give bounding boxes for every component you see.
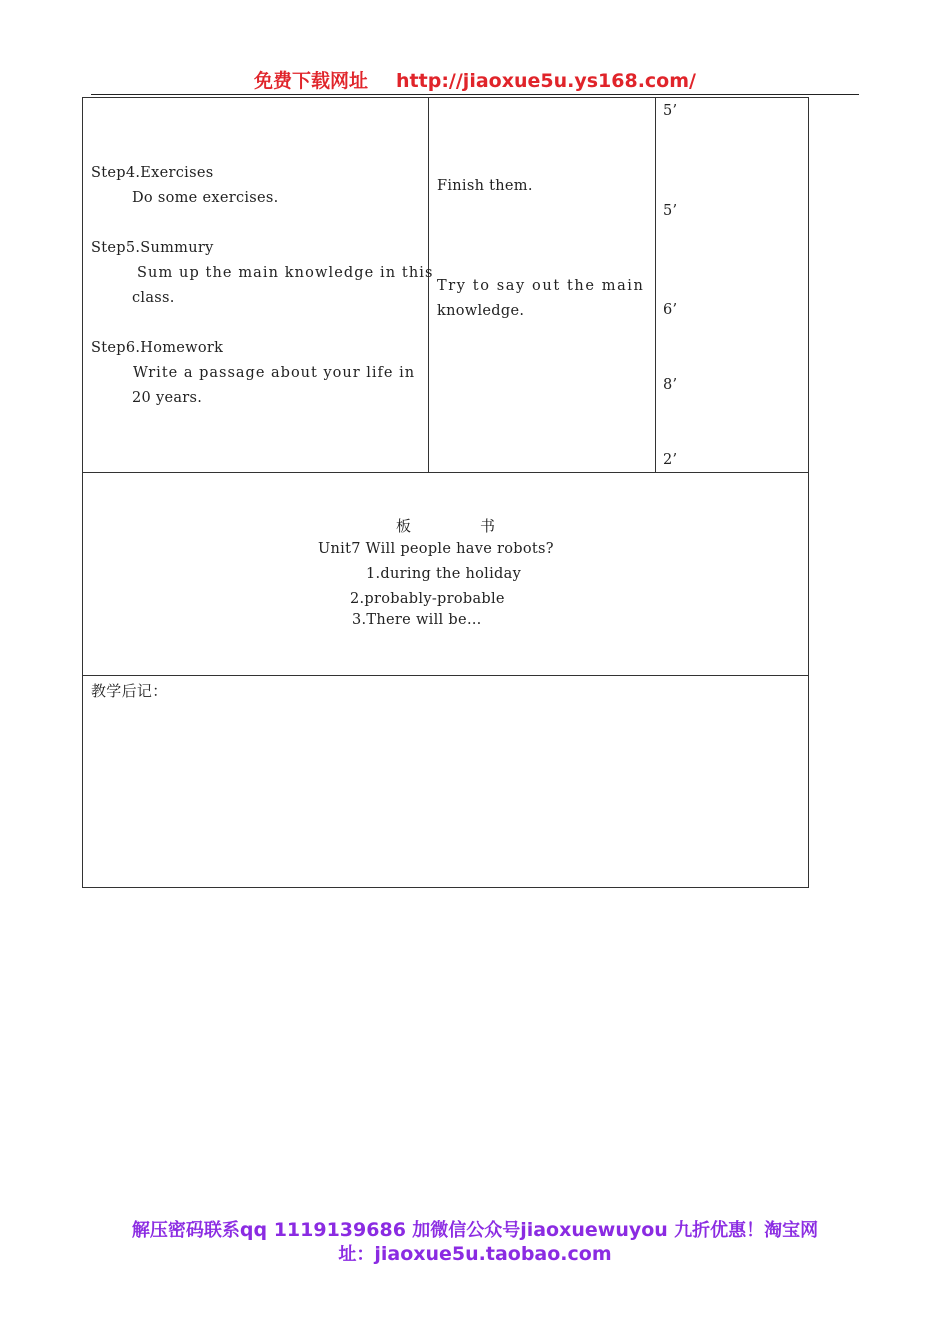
activity-finish: Finish them. <box>437 178 533 194</box>
table-border-right <box>808 97 809 888</box>
board-item-2: 2.probably-probable <box>350 591 505 607</box>
step5-line-1: Sum up the main knowledge in this <box>137 265 434 281</box>
time-5: 2’ <box>663 452 678 468</box>
header-rule <box>91 94 859 95</box>
time-2: 5’ <box>663 203 678 219</box>
table-row-divider-2 <box>82 675 809 676</box>
activity-say-line-1: Try to say out the main <box>437 278 645 294</box>
footer-discount: 九折优惠！淘宝网 <box>674 1220 819 1241</box>
step4-line: Do some exercises. <box>132 190 279 206</box>
board-item-3: 3.There will be… <box>352 612 482 628</box>
table-border-left <box>82 97 83 888</box>
step5-line-2: class. <box>132 290 175 306</box>
header-link[interactable] <box>0 66 950 93</box>
header-site-url[interactable]: http://jiaoxue5u.ys168.com/ <box>396 70 696 92</box>
header-site-label: 免费下载网址 <box>254 70 369 92</box>
table-col-divider-1 <box>428 97 429 473</box>
board-heading-right: 书 <box>480 517 496 535</box>
board-title: Unit7 Will people have robots? <box>318 541 554 557</box>
time-3: 6’ <box>663 302 678 318</box>
table-row-divider-1 <box>82 472 809 473</box>
footer-qq: qq 1119139686 <box>239 1219 406 1241</box>
time-4: 8’ <box>663 377 678 393</box>
table-border-top <box>82 97 809 98</box>
notes-label: 教学后记： <box>91 682 168 700</box>
time-1: 5’ <box>663 103 678 119</box>
footer-wechat-label: 加微信公众号 <box>412 1220 521 1241</box>
footer-addr-label: 址： <box>338 1244 375 1265</box>
activity-say-line-2: knowledge. <box>437 303 525 319</box>
footer-wechat: jiaoxuewuyou <box>520 1219 668 1241</box>
table-col-divider-2 <box>655 97 656 473</box>
step6-line-1: Write a passage about your life in <box>133 365 416 381</box>
step6-line-2: 20 years. <box>132 390 203 406</box>
footer-line-1 <box>60 1218 890 1243</box>
step4-title: Step4.Exercises <box>91 165 214 181</box>
footer-contact-label: 解压密码联系 <box>131 1220 240 1241</box>
table-border-bottom <box>82 887 809 888</box>
step6-title: Step6.Homework <box>91 340 224 356</box>
board-item-1: 1.during the holiday <box>366 566 522 582</box>
footer-taobao-url[interactable]: jiaoxue5u.taobao.com <box>374 1243 612 1265</box>
footer-line-2 <box>60 1242 890 1267</box>
board-heading-left: 板 <box>396 517 412 535</box>
step5-title: Step5.Summury <box>91 240 214 256</box>
